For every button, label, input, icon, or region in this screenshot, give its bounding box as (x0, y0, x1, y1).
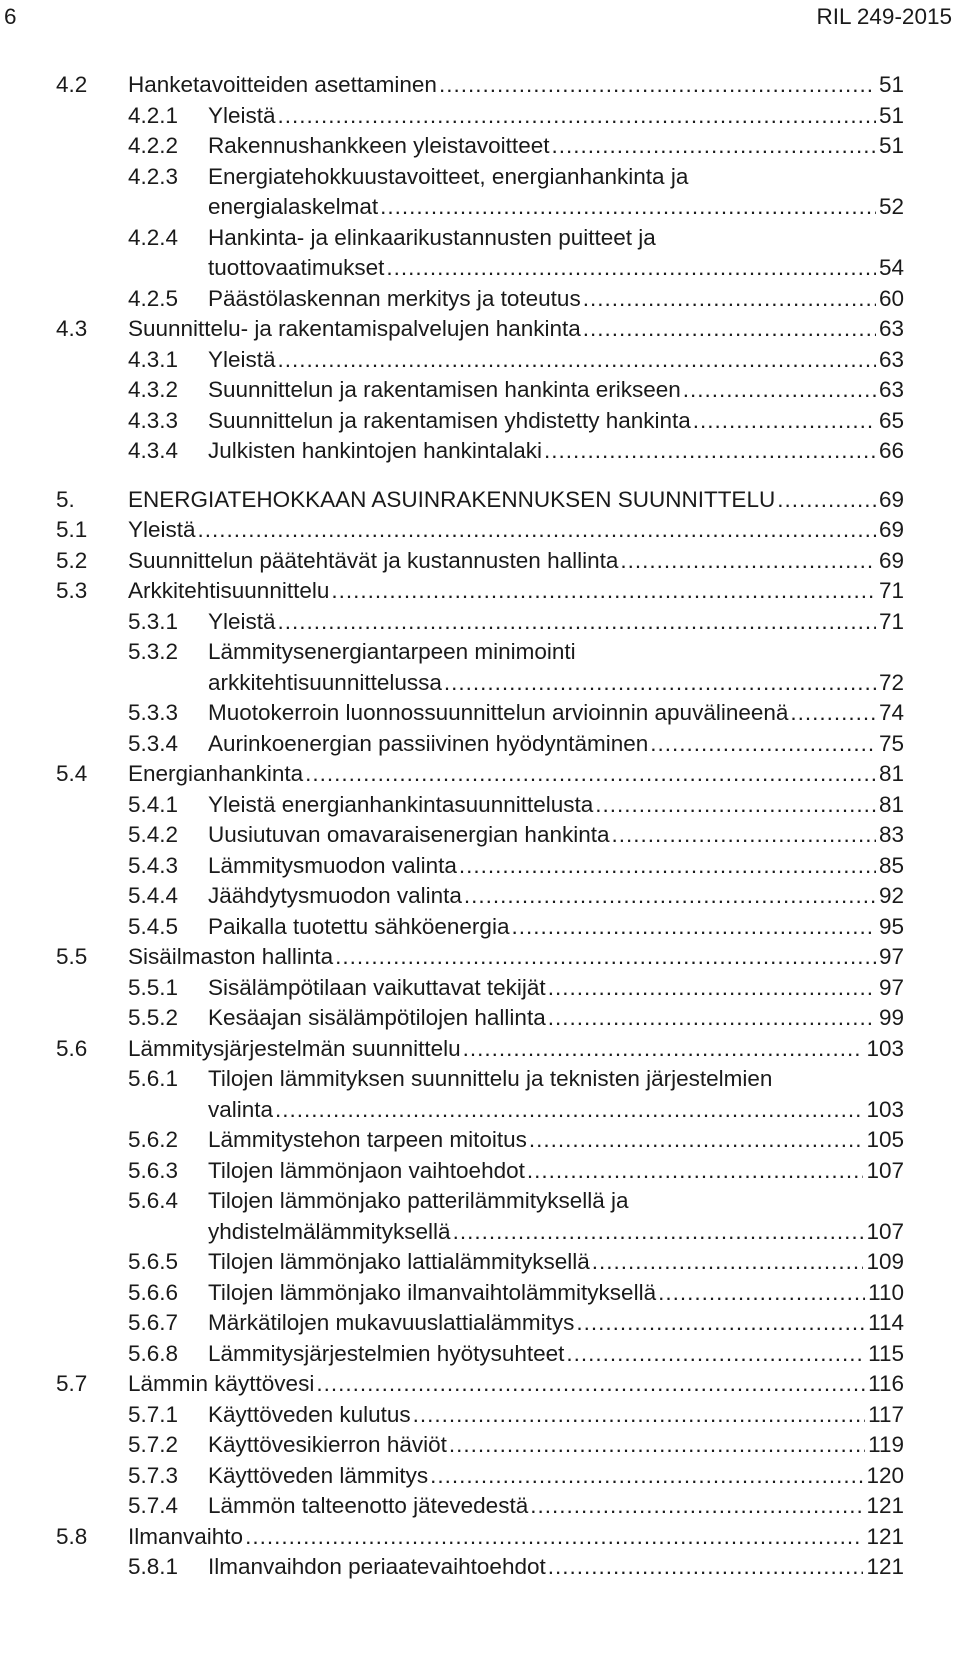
dot-leader (658, 1280, 865, 1306)
toc-entry-number: 4.3 (56, 316, 88, 341)
toc-entry (56, 194, 904, 225)
toc-entry (56, 914, 904, 945)
dot-leader (529, 1127, 864, 1153)
toc-entry-page: 121 (866, 1493, 904, 1518)
document-id: RIL 249-2015 (816, 4, 952, 29)
toc-entry-title: Lämmön talteenotto jätevedestä (208, 1493, 529, 1518)
toc-entry-page: 85 (878, 852, 904, 878)
dot-leader (439, 72, 876, 98)
dot-leader (595, 792, 876, 818)
toc-entry-title: Lämmin käyttövesi (128, 1371, 315, 1396)
toc-entry-title: Sisälämpötilaan vaikuttavat tekijät (208, 974, 546, 1000)
toc-entry-page: 75 (878, 730, 904, 756)
toc-entry-page: 69 (878, 547, 904, 573)
toc-entry (56, 853, 904, 884)
dot-leader (198, 517, 876, 543)
toc-entry-title: Aurinkoenergian passiivinen hyödyntäminen (208, 730, 649, 756)
toc-entry (56, 761, 904, 792)
toc-entry (56, 1341, 904, 1372)
dot-leader (386, 255, 876, 281)
toc-entry (56, 792, 904, 823)
toc-entry-number: 4.2.1 (128, 102, 179, 128)
toc-entry (56, 1310, 904, 1341)
dot-leader (576, 1310, 865, 1336)
toc-entry-page: 120 (866, 1462, 904, 1488)
dot-leader (583, 316, 876, 342)
dot-leader (245, 1524, 863, 1550)
toc-entry-page: 117 (868, 1401, 904, 1427)
toc-entry-number: 4.3.4 (128, 438, 179, 463)
dot-leader (612, 822, 876, 848)
toc-entry-number: 5.3.3 (128, 700, 179, 725)
toc-entry (56, 1158, 904, 1189)
toc-entry (56, 548, 904, 579)
dot-leader (430, 1463, 863, 1489)
toc-entry-page: 66 (878, 438, 904, 463)
toc-entry (56, 1188, 904, 1219)
toc-entry-number: 5.4.2 (128, 822, 179, 847)
dot-leader (566, 1341, 865, 1367)
toc-entry-page: 92 (878, 883, 904, 908)
dot-leader (278, 609, 876, 635)
toc-entry-title: Ilmanvaihdon periaatevaihtoehdot (208, 1554, 546, 1579)
toc-entry-number: 5.1 (56, 517, 88, 542)
dot-leader (511, 914, 876, 940)
toc-entry-title: Energianhankinta (128, 761, 304, 786)
toc-entry-page: 109 (866, 1249, 904, 1274)
dot-leader (548, 975, 876, 1001)
toc-entry (56, 1005, 904, 1036)
toc-entry-title: Rakennushankkeen yleistavoitteet (208, 133, 550, 158)
toc-entry (56, 944, 904, 975)
toc-entry (56, 438, 904, 469)
dot-leader (444, 670, 876, 696)
toc-entry-page: 99 (878, 1005, 904, 1030)
toc-entry-page: 107 (866, 1218, 904, 1244)
toc-entry-number: 5.7.4 (128, 1493, 179, 1518)
toc-entry (56, 1249, 904, 1280)
toc-entry-page: 63 (878, 377, 904, 402)
toc-entry-title: Yleistä (208, 608, 276, 634)
dot-leader (449, 1432, 865, 1458)
dot-leader (413, 1402, 865, 1428)
dot-leader (459, 853, 876, 879)
toc-entry-title: Yleistä (208, 102, 276, 128)
toc-entry-title: Lämmitysmuodon valinta (208, 852, 457, 878)
dot-leader (530, 1493, 863, 1519)
toc-entry-page: 121 (866, 1523, 904, 1549)
dot-leader (335, 944, 876, 970)
toc-entry-number: 4.2.5 (128, 285, 179, 311)
toc-entry-title: Lämmitysjärjestelmän suunnittelu (128, 1035, 461, 1061)
toc-entry (56, 1554, 904, 1585)
toc-entry-page: 69 (878, 517, 904, 542)
toc-entry-title: Käyttöveden lämmitys (208, 1462, 429, 1488)
dot-leader (305, 761, 876, 787)
toc-entry (56, 1432, 904, 1463)
dot-leader (650, 731, 876, 757)
toc-entry-title: Hankinta- ja elinkaarikustannusten puitteet ja (208, 224, 656, 250)
toc-entry-title: Suunnittelu- ja rakentamispalvelujen hankinta (128, 316, 581, 341)
toc-entry-number: 5.8 (56, 1523, 88, 1549)
toc-entry-page: 119 (868, 1432, 904, 1457)
dot-leader (316, 1371, 865, 1397)
dot-leader (331, 578, 876, 604)
toc-entry-number: 5.6.6 (128, 1279, 179, 1305)
toc-entry-title: Kesäajan sisälämpötilojen hallinta (208, 1005, 546, 1030)
toc-entry-title: Paikalla tuotettu sähköenergia (208, 913, 510, 939)
toc-entry (56, 731, 904, 762)
toc-entry-page: 51 (878, 102, 904, 128)
toc-entry-page: 81 (878, 761, 904, 786)
toc-entry-title: Suunnittelun ja rakentamisen hankinta erikseen (208, 377, 681, 402)
toc-entry-page: 95 (878, 913, 904, 939)
dot-leader (548, 1554, 864, 1580)
toc-entry-number: 5.7.1 (128, 1401, 179, 1427)
toc-entry-number: 4.2 (56, 72, 88, 97)
toc-entry-number: 5.3.2 (128, 639, 179, 664)
dot-leader (275, 1097, 863, 1123)
toc-entry-title: Arkkitehtisuunnittelu (128, 578, 330, 603)
toc-entry-title: Käyttöveden kulutus (208, 1401, 411, 1427)
toc-entry-page: 83 (878, 822, 904, 847)
toc-entry-page: 63 (878, 346, 904, 372)
toc-entry (56, 377, 904, 408)
running-header (4, 4, 956, 34)
dot-leader (777, 487, 876, 513)
dot-leader (278, 103, 876, 129)
dot-leader (527, 1158, 864, 1184)
dot-leader (380, 194, 876, 220)
toc-entry (56, 1066, 904, 1097)
toc-entry-title: yhdistelmälämmityksellä (208, 1218, 451, 1244)
toc-entry-number: 4.2.3 (128, 163, 179, 189)
dot-leader (453, 1219, 864, 1245)
dot-leader (620, 548, 876, 574)
toc-entry (56, 164, 904, 195)
toc-entry-title: energialaskelmat (208, 194, 379, 219)
toc-entry-number: 4.2.4 (128, 224, 179, 250)
toc-entry-number: 5.6.8 (128, 1340, 179, 1366)
toc-entry (56, 103, 904, 134)
toc-entry (56, 1219, 904, 1250)
dot-leader (548, 1005, 876, 1031)
toc-entry-number: 5.4.3 (128, 852, 179, 878)
toc-entry-title: Lämmitysjärjestelmien hyötysuhteet (208, 1340, 565, 1366)
dot-leader (463, 1036, 864, 1062)
toc-entry-number: 5.5.2 (128, 1005, 179, 1030)
toc-entry-number: 5.8.1 (128, 1554, 179, 1579)
toc-entry-number: 5.6.3 (128, 1157, 179, 1183)
toc-entry-page: 115 (868, 1340, 904, 1366)
toc-entry-page: 60 (878, 285, 904, 311)
toc-entry (56, 609, 904, 640)
toc-entry-page: 51 (878, 72, 904, 97)
toc-entry-title: Sisäilmaston hallinta (128, 944, 334, 969)
toc-entry-number: 5.5 (56, 944, 88, 969)
toc-entry-number: 5.4 (56, 761, 88, 786)
toc-entry-page: 72 (878, 669, 904, 695)
toc-entry-title: Ilmanvaihto (128, 1523, 244, 1549)
toc-entry-page: 65 (878, 407, 904, 433)
toc-entry-title: Jäähdytysmuodon valinta (208, 883, 462, 908)
toc-entry-number: 5.4.4 (128, 883, 179, 908)
toc-entry-number: 5.3 (56, 578, 88, 603)
toc-entry-title: Uusiutuvan omavaraisenergian hankinta (208, 822, 610, 847)
toc-entry-title: Käyttövesikierron häviöt (208, 1432, 447, 1457)
toc-entry (56, 347, 904, 378)
toc-entry-page: 69 (878, 486, 904, 512)
toc-entry (56, 133, 904, 164)
toc-entry-number: 5.3.4 (128, 730, 179, 756)
page-number: 6 (4, 4, 17, 29)
toc-entry-title: Tilojen lämmityksen suunnittelu ja teknisten järjestelmien (208, 1066, 773, 1091)
toc-entry-number: 5.4.5 (128, 913, 179, 939)
toc-entry-number: 5.6.4 (128, 1188, 179, 1213)
toc-entry-page: 54 (878, 255, 904, 280)
toc-entry (56, 286, 904, 317)
toc-entry (56, 1524, 904, 1555)
toc-entry (56, 700, 904, 731)
toc-entry-number: 5. (56, 486, 75, 512)
toc-entry-title: Hanketavoitteiden asettaminen (128, 72, 437, 97)
toc-entry-title: Lämmitystehon tarpeen mitoitus (208, 1127, 527, 1152)
toc-entry-page: 103 (866, 1096, 904, 1122)
toc-entry-title: Yleistä (128, 517, 196, 542)
toc-entry-title: Suunnittelun päätehtävät ja kustannusten hallinta (128, 547, 619, 573)
toc-entry (56, 1371, 904, 1402)
toc-entry-number: 5.5.1 (128, 974, 179, 1000)
toc-entry-title: Märkätilojen mukavuuslattialämmitys (208, 1310, 575, 1335)
toc-entry (56, 1402, 904, 1433)
toc-entry-number: 5.6.7 (128, 1310, 179, 1335)
toc-entry-number: 4.3.3 (128, 407, 179, 433)
toc-entry-number: 5.6.5 (128, 1249, 179, 1274)
toc-entry-title: ENERGIATEHOKKAAN ASUINRAKENNUKSEN SUUNNITTELU (128, 486, 776, 512)
toc-entry-number: 4.3.1 (128, 346, 179, 372)
toc-entry-title: arkkitehtisuunnittelussa (208, 669, 442, 695)
toc-entry-number: 5.7 (56, 1371, 88, 1396)
toc-entry-number: 4.3.2 (128, 377, 179, 402)
toc-entry-page: 121 (866, 1554, 904, 1579)
toc-entry (56, 1097, 904, 1128)
toc-entry-page: 97 (878, 974, 904, 1000)
toc-entry (56, 883, 904, 914)
toc-entry-page: 116 (868, 1371, 904, 1396)
toc-entry (56, 1036, 904, 1067)
toc-entry (56, 1280, 904, 1311)
toc-entry (56, 670, 904, 701)
toc-entry (56, 578, 904, 609)
toc-entry-page: 81 (878, 791, 904, 817)
dot-leader (544, 438, 876, 464)
toc-entry (56, 72, 904, 103)
toc-entry-title: Lämmitysenergiantarpeen minimointi (208, 639, 576, 664)
toc-entry-number: 5.4.1 (128, 791, 179, 817)
dot-leader (790, 700, 876, 726)
toc-entry (56, 225, 904, 256)
toc-entry-number: 5.3.1 (128, 608, 179, 634)
toc-entry (56, 1127, 904, 1158)
toc-entry-page: 52 (878, 194, 904, 219)
toc-entry-title: Yleistä energianhankintasuunnittelusta (208, 791, 594, 817)
toc-entry-page: 51 (878, 133, 904, 158)
toc-entry (56, 255, 904, 286)
toc-entry-number: 4.2.2 (128, 133, 179, 158)
toc-entry-page: 97 (878, 944, 904, 969)
toc-entry-number: 5.2 (56, 547, 88, 573)
toc-entry-page: 63 (878, 316, 904, 341)
toc-entry-title: Yleistä (208, 346, 276, 372)
dot-leader (693, 408, 876, 434)
dot-leader (583, 286, 876, 312)
toc-entry-title: valinta (208, 1096, 274, 1122)
toc-entry-title: Päästölaskennan merkitys ja toteutus (208, 285, 581, 311)
toc-entry (56, 408, 904, 439)
toc-entry-title: Tilojen lämmönjako lattialämmityksellä (208, 1249, 590, 1274)
toc-entry-title: Suunnittelun ja rakentamisen yhdistetty hankinta (208, 407, 691, 433)
table-of-contents (56, 72, 904, 1585)
dot-leader (464, 883, 876, 909)
toc-entry-number: 5.6.1 (128, 1066, 179, 1091)
toc-entry-title: Tilojen lämmönjako patterilämmityksellä ja (208, 1188, 629, 1213)
toc-entry-page: 110 (868, 1279, 904, 1305)
dot-leader (551, 133, 876, 159)
dot-leader (683, 377, 876, 403)
dot-leader (278, 347, 876, 373)
toc-entry (56, 1493, 904, 1524)
toc-entry-page: 71 (878, 578, 904, 603)
toc-entry-page: 71 (878, 608, 904, 634)
dot-leader (592, 1249, 864, 1275)
toc-entry-title: Energiatehokkuustavoitteet, energianhankinta ja (208, 163, 689, 189)
toc-entry-number: 5.7.2 (128, 1432, 179, 1457)
toc-entry (56, 487, 904, 518)
toc-entry-number: 5.6.2 (128, 1127, 179, 1152)
toc-entry (56, 975, 904, 1006)
toc-entry (56, 517, 904, 548)
toc-entry-number: 5.7.3 (128, 1462, 179, 1488)
toc-entry-page: 105 (866, 1127, 904, 1152)
toc-entry-page: 107 (866, 1157, 904, 1183)
toc-entry-title: tuottovaatimukset (208, 255, 385, 280)
toc-entry-title: Muotokerroin luonnossuunnittelun arvioinnin apuvälineenä (208, 700, 789, 725)
toc-entry (56, 316, 904, 347)
toc-entry-page: 74 (878, 700, 904, 725)
toc-entry (56, 1463, 904, 1494)
toc-entry-page: 114 (868, 1310, 904, 1335)
toc-entry-title: Tilojen lämmönjako ilmanvaihtolämmityksellä (208, 1279, 657, 1305)
toc-entry (56, 822, 904, 853)
toc-entry-number: 5.6 (56, 1035, 88, 1061)
toc-entry (56, 639, 904, 670)
toc-entry-title: Julkisten hankintojen hankintalaki (208, 438, 542, 463)
toc-entry-page: 103 (866, 1035, 904, 1061)
toc-entry-title: Tilojen lämmönjaon vaihtoehdot (208, 1157, 525, 1183)
